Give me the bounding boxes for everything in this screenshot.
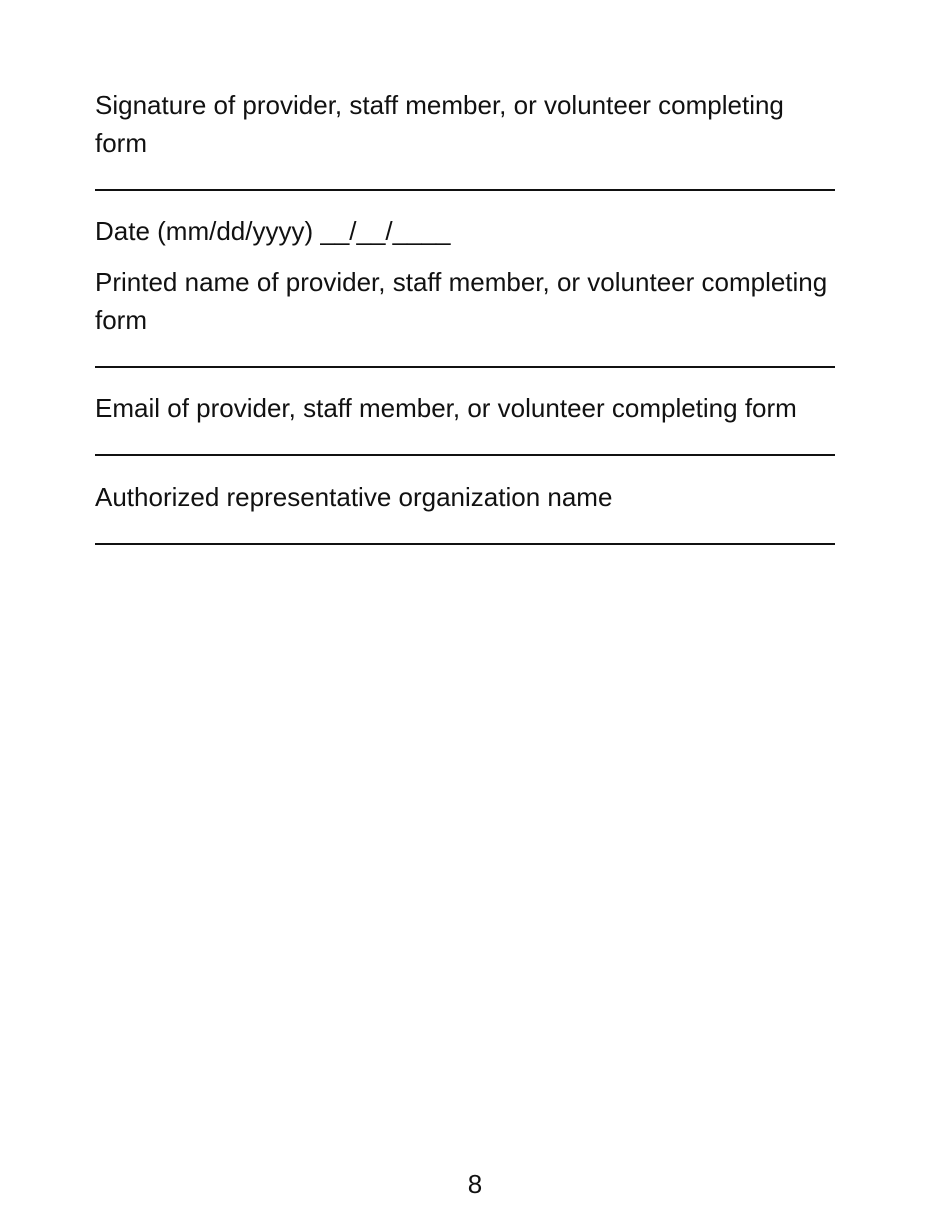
signature-label: Signature of provider, staff member, or volunteer completing form	[95, 90, 784, 158]
printed-name-label: Printed name of provider, staff member, or volunteer completing form	[95, 267, 828, 335]
organization-label: Authorized representative organization name	[95, 482, 613, 512]
signature-line[interactable]	[95, 189, 835, 191]
page-number: 8	[467, 1169, 483, 1199]
date-label[interactable]: Date (mm/dd/yyyy) __/__/____	[95, 216, 451, 246]
organization-line[interactable]	[95, 543, 835, 545]
email-line[interactable]	[95, 454, 835, 456]
printed-name-line[interactable]	[95, 366, 835, 368]
email-label: Email of provider, staff member, or volunteer completing form	[95, 393, 797, 423]
